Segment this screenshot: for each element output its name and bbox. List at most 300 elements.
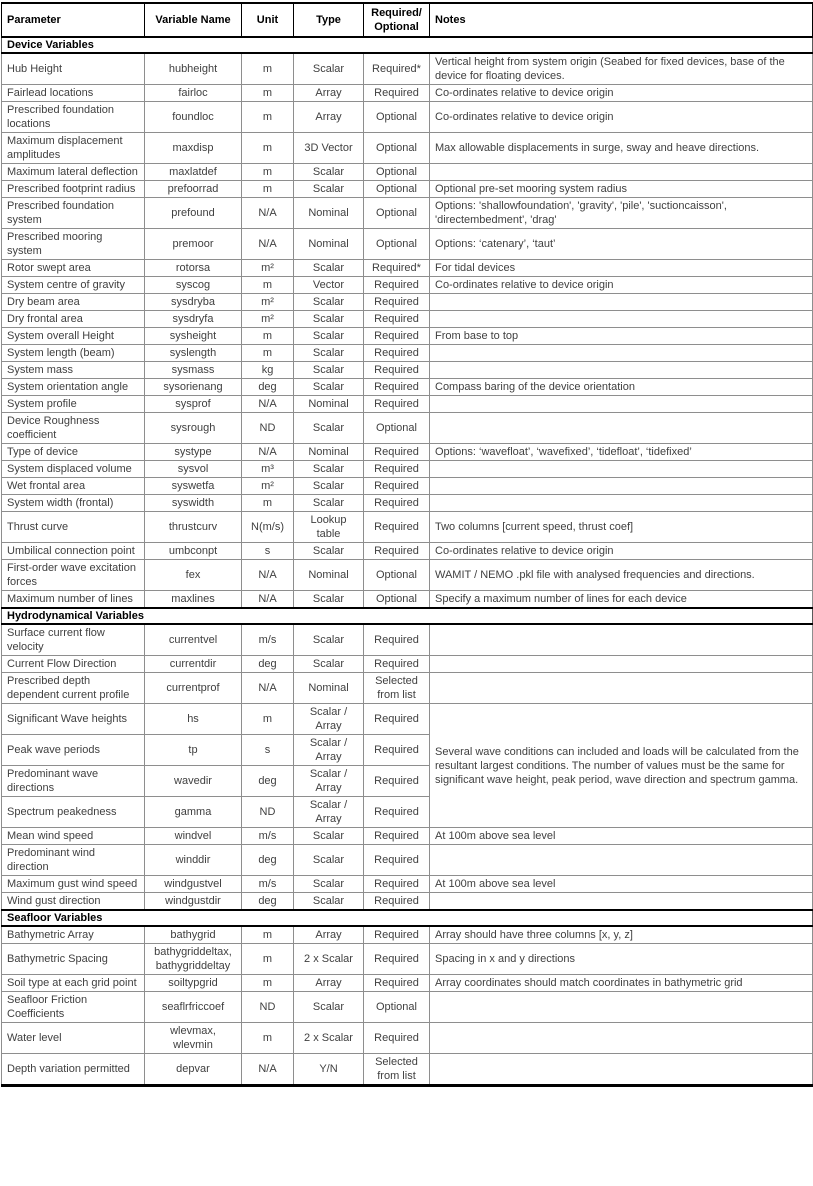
section-title: Seafloor Variables xyxy=(2,910,813,926)
parameter-cell: Type of device xyxy=(2,444,145,461)
notes-cell: Co-ordinates relative to device origin xyxy=(430,102,813,133)
variable-name-cell: windgustvel xyxy=(145,876,242,893)
required-cell: Selected from list xyxy=(364,673,430,704)
required-cell: Optional xyxy=(364,992,430,1023)
notes-cell xyxy=(430,656,813,673)
unit-cell: s xyxy=(242,735,294,766)
table-row xyxy=(2,362,813,379)
unit-cell: m/s xyxy=(242,624,294,656)
variable-name-cell: thrustcurv xyxy=(145,512,242,543)
table-row xyxy=(2,396,813,413)
type-cell: Nominal xyxy=(294,560,364,591)
type-cell: Scalar xyxy=(294,413,364,444)
parameters-table xyxy=(1,2,813,1087)
type-cell: Scalar xyxy=(294,164,364,181)
variable-name-cell: syscog xyxy=(145,277,242,294)
required-cell: Required xyxy=(364,311,430,328)
table-row xyxy=(2,277,813,294)
notes-cell xyxy=(430,345,813,362)
table-row xyxy=(2,444,813,461)
variable-name-cell: currentdir xyxy=(145,656,242,673)
unit-cell: m² xyxy=(242,311,294,328)
section-title: Device Variables xyxy=(2,37,813,53)
unit-cell: m xyxy=(242,133,294,164)
table-row xyxy=(2,975,813,992)
type-cell: Scalar xyxy=(294,461,364,478)
parameter-cell: Soil type at each grid point xyxy=(2,975,145,992)
table-row xyxy=(2,828,813,845)
unit-cell: m xyxy=(242,944,294,975)
parameter-cell: Maximum gust wind speed xyxy=(2,876,145,893)
variable-name-cell: currentprof xyxy=(145,673,242,704)
type-cell: Array xyxy=(294,975,364,992)
required-cell: Required xyxy=(364,328,430,345)
variable-name-cell: soiltypgrid xyxy=(145,975,242,992)
table-row xyxy=(2,461,813,478)
parameter-cell: First-order wave excitation forces xyxy=(2,560,145,591)
parameter-cell: System displaced volume xyxy=(2,461,145,478)
required-cell: Required xyxy=(364,876,430,893)
unit-cell: deg xyxy=(242,845,294,876)
table-row xyxy=(2,656,813,673)
table-row xyxy=(2,379,813,396)
unit-cell: ND xyxy=(242,413,294,444)
notes-cell xyxy=(430,992,813,1023)
table-row xyxy=(2,673,813,704)
table-row xyxy=(2,311,813,328)
variable-name-cell: seaflrfriccoef xyxy=(145,992,242,1023)
unit-cell: m xyxy=(242,975,294,992)
type-cell: Nominal xyxy=(294,396,364,413)
notes-cell: Co-ordinates relative to device origin xyxy=(430,85,813,102)
unit-cell: deg xyxy=(242,766,294,797)
table-row xyxy=(2,495,813,512)
parameter-cell: Mean wind speed xyxy=(2,828,145,845)
parameter-cell: Rotor swept area xyxy=(2,260,145,277)
required-cell: Required xyxy=(364,656,430,673)
variable-name-cell: hs xyxy=(145,704,242,735)
variable-name-cell: syslength xyxy=(145,345,242,362)
notes-cell xyxy=(430,396,813,413)
variable-name-cell: sysmass xyxy=(145,362,242,379)
variable-name-cell: tp xyxy=(145,735,242,766)
unit-cell: m xyxy=(242,926,294,944)
section-row xyxy=(2,910,813,926)
required-cell: Required xyxy=(364,512,430,543)
required-cell: Optional xyxy=(364,413,430,444)
type-cell: Scalar xyxy=(294,828,364,845)
required-cell: Optional xyxy=(364,133,430,164)
notes-cell xyxy=(430,294,813,311)
notes-cell: From base to top xyxy=(430,328,813,345)
type-cell: Array xyxy=(294,926,364,944)
required-cell: Optional xyxy=(364,560,430,591)
required-cell: Required xyxy=(364,543,430,560)
variable-name-cell: syswidth xyxy=(145,495,242,512)
parameter-cell: Prescribed depth dependent current profile xyxy=(2,673,145,704)
notes-cell: At 100m above sea level xyxy=(430,828,813,845)
required-cell: Required xyxy=(364,294,430,311)
parameter-cell: Hub Height xyxy=(2,53,145,85)
variable-name-cell: premoor xyxy=(145,229,242,260)
variable-name-cell: sysdryba xyxy=(145,294,242,311)
type-cell: Nominal xyxy=(294,229,364,260)
variable-name-cell: systype xyxy=(145,444,242,461)
type-cell: Array xyxy=(294,85,364,102)
notes-cell: Array should have three columns [x, y, z] xyxy=(430,926,813,944)
notes-cell: Optional pre-set mooring system radius xyxy=(430,181,813,198)
table-row xyxy=(2,591,813,609)
type-cell: Scalar / Array xyxy=(294,704,364,735)
variable-name-cell: maxlines xyxy=(145,591,242,609)
required-cell: Required xyxy=(364,85,430,102)
notes-cell xyxy=(430,362,813,379)
notes-cell: Options: 'shallowfoundation', 'gravity', 'pile', 'suctioncaisson', 'directembedment', 'drag' xyxy=(430,198,813,229)
parameter-cell: Dry frontal area xyxy=(2,311,145,328)
variable-name-cell: bathygriddeltax, bathygriddeltay xyxy=(145,944,242,975)
notes-cell xyxy=(430,478,813,495)
parameter-cell: Prescribed foundation system xyxy=(2,198,145,229)
required-cell: Required xyxy=(364,277,430,294)
table-row xyxy=(2,543,813,560)
type-cell: Scalar xyxy=(294,328,364,345)
variable-name-cell: windgustdir xyxy=(145,893,242,911)
notes-cell xyxy=(430,1054,813,1086)
parameter-cell: Bathymetric Spacing xyxy=(2,944,145,975)
notes-cell: Array coordinates should match coordinates in bathymetric grid xyxy=(430,975,813,992)
header-parameter: Parameter xyxy=(2,3,145,37)
required-cell: Required xyxy=(364,735,430,766)
variable-name-cell: wlevmax, wlevmin xyxy=(145,1023,242,1054)
parameter-cell: System centre of gravity xyxy=(2,277,145,294)
section-row xyxy=(2,37,813,53)
notes-cell: Options: ‘catenary’, ‘taut’ xyxy=(430,229,813,260)
parameter-cell: System orientation angle xyxy=(2,379,145,396)
required-cell: Optional xyxy=(364,198,430,229)
unit-cell: deg xyxy=(242,893,294,911)
notes-cell xyxy=(430,495,813,512)
unit-cell: m xyxy=(242,181,294,198)
parameter-cell: System width (frontal) xyxy=(2,495,145,512)
required-cell: Required xyxy=(364,478,430,495)
notes-cell: Options: ‘wavefloat’, ‘wavefixed’, ‘tidefloat’, ‘tidefixed’ xyxy=(430,444,813,461)
notes-cell: At 100m above sea level xyxy=(430,876,813,893)
required-cell: Required xyxy=(364,797,430,828)
notes-cell xyxy=(430,673,813,704)
required-cell: Required xyxy=(364,444,430,461)
parameter-cell: System profile xyxy=(2,396,145,413)
variable-name-cell: gamma xyxy=(145,797,242,828)
notes-cell: Two columns [current speed, thrust coef] xyxy=(430,512,813,543)
type-cell: 3D Vector xyxy=(294,133,364,164)
type-cell: Scalar xyxy=(294,845,364,876)
parameter-cell: Water level xyxy=(2,1023,145,1054)
parameter-cell: Bathymetric Array xyxy=(2,926,145,944)
notes-cell xyxy=(430,413,813,444)
type-cell: Scalar xyxy=(294,345,364,362)
type-cell: Nominal xyxy=(294,444,364,461)
notes-cell: Several wave conditions can included and loads will be calculated from the resultant largest conditions. The number of values must be the same for significant wave height, peak period, wave direction and spectrum gamma. xyxy=(430,704,813,828)
type-cell: Y/N xyxy=(294,1054,364,1086)
table-row xyxy=(2,992,813,1023)
variable-name-cell: syswetfa xyxy=(145,478,242,495)
unit-cell: m xyxy=(242,277,294,294)
required-cell: Required xyxy=(364,396,430,413)
table-row xyxy=(2,53,813,85)
type-cell: 2 x Scalar xyxy=(294,944,364,975)
required-cell: Required xyxy=(364,1023,430,1054)
header-notes: Notes xyxy=(430,3,813,37)
unit-cell: m² xyxy=(242,294,294,311)
notes-cell xyxy=(430,624,813,656)
required-cell: Optional xyxy=(364,164,430,181)
parameter-cell: Spectrum peakedness xyxy=(2,797,145,828)
variable-name-cell: sysheight xyxy=(145,328,242,345)
notes-cell: Spacing in x and y directions xyxy=(430,944,813,975)
type-cell: Scalar xyxy=(294,624,364,656)
parameter-cell: Seafloor Friction Coefficients xyxy=(2,992,145,1023)
parameter-cell: Significant Wave heights xyxy=(2,704,145,735)
table-row xyxy=(2,876,813,893)
variable-name-cell: currentvel xyxy=(145,624,242,656)
required-cell: Required xyxy=(364,893,430,911)
parameter-cell: Current Flow Direction xyxy=(2,656,145,673)
section-row xyxy=(2,608,813,624)
type-cell: Scalar xyxy=(294,379,364,396)
table-row xyxy=(2,624,813,656)
notes-cell: Co-ordinates relative to device origin xyxy=(430,543,813,560)
table-row xyxy=(2,164,813,181)
unit-cell: N/A xyxy=(242,591,294,609)
parameter-cell: Dry beam area xyxy=(2,294,145,311)
required-cell: Required xyxy=(364,975,430,992)
required-cell: Selected from list xyxy=(364,1054,430,1086)
notes-cell xyxy=(430,845,813,876)
variable-name-cell: prefound xyxy=(145,198,242,229)
parameter-cell: Device Roughness coefficient xyxy=(2,413,145,444)
unit-cell: m xyxy=(242,704,294,735)
unit-cell: m xyxy=(242,328,294,345)
notes-cell: Compass baring of the device orientation xyxy=(430,379,813,396)
variable-name-cell: windvel xyxy=(145,828,242,845)
unit-cell: N/A xyxy=(242,673,294,704)
unit-cell: m xyxy=(242,102,294,133)
unit-cell: s xyxy=(242,543,294,560)
header-required-optional: Required/Optional xyxy=(364,3,430,37)
type-cell: Scalar xyxy=(294,311,364,328)
table-row xyxy=(2,413,813,444)
parameter-cell: System mass xyxy=(2,362,145,379)
header-variable-name: Variable Name xyxy=(145,3,242,37)
type-cell: Nominal xyxy=(294,198,364,229)
type-cell: Scalar xyxy=(294,876,364,893)
required-cell: Required xyxy=(364,379,430,396)
type-cell: Array xyxy=(294,102,364,133)
unit-cell: kg xyxy=(242,362,294,379)
parameter-cell: System length (beam) xyxy=(2,345,145,362)
table-row xyxy=(2,133,813,164)
table-row xyxy=(2,198,813,229)
notes-cell xyxy=(430,164,813,181)
variable-name-cell: sysdryfa xyxy=(145,311,242,328)
unit-cell: m² xyxy=(242,260,294,277)
parameter-cell: Maximum displacement amplitudes xyxy=(2,133,145,164)
notes-cell xyxy=(430,311,813,328)
type-cell: Scalar / Array xyxy=(294,797,364,828)
unit-cell: m xyxy=(242,495,294,512)
table-row xyxy=(2,704,813,735)
type-cell: Scalar xyxy=(294,181,364,198)
required-cell: Required xyxy=(364,461,430,478)
required-cell: Optional xyxy=(364,181,430,198)
table-row xyxy=(2,1023,813,1054)
type-cell: Scalar xyxy=(294,893,364,911)
type-cell: Scalar xyxy=(294,362,364,379)
table-body xyxy=(2,37,813,1086)
type-cell: Lookup table xyxy=(294,512,364,543)
required-cell: Required xyxy=(364,926,430,944)
unit-cell: m² xyxy=(242,478,294,495)
parameter-cell: Prescribed mooring system xyxy=(2,229,145,260)
table-row xyxy=(2,294,813,311)
unit-cell: N/A xyxy=(242,1054,294,1086)
unit-cell: m/s xyxy=(242,876,294,893)
parameter-cell: Thrust curve xyxy=(2,512,145,543)
table-row xyxy=(2,478,813,495)
notes-cell: Co-ordinates relative to device origin xyxy=(430,277,813,294)
variable-name-cell: rotorsa xyxy=(145,260,242,277)
unit-cell: N/A xyxy=(242,560,294,591)
section-title: Hydrodynamical Variables xyxy=(2,608,813,624)
parameter-cell: Predominant wind direction xyxy=(2,845,145,876)
parameter-cell: Predominant wave directions xyxy=(2,766,145,797)
type-cell: Scalar / Array xyxy=(294,735,364,766)
header-row xyxy=(2,3,813,37)
table-row xyxy=(2,345,813,362)
type-cell: Vector xyxy=(294,277,364,294)
unit-cell: m/s xyxy=(242,828,294,845)
unit-cell: m xyxy=(242,164,294,181)
table-row xyxy=(2,328,813,345)
unit-cell: m xyxy=(242,1023,294,1054)
table-row xyxy=(2,102,813,133)
unit-cell: ND xyxy=(242,797,294,828)
required-cell: Required xyxy=(364,845,430,876)
parameter-cell: Peak wave periods xyxy=(2,735,145,766)
unit-cell: N/A xyxy=(242,229,294,260)
table-row xyxy=(2,229,813,260)
variable-name-cell: prefoorrad xyxy=(145,181,242,198)
required-cell: Required xyxy=(364,704,430,735)
variable-name-cell: fairloc xyxy=(145,85,242,102)
unit-cell: N/A xyxy=(242,396,294,413)
required-cell: Optional xyxy=(364,229,430,260)
parameter-cell: System overall Height xyxy=(2,328,145,345)
parameter-cell: Wind gust direction xyxy=(2,893,145,911)
type-cell: 2 x Scalar xyxy=(294,1023,364,1054)
table-row xyxy=(2,560,813,591)
unit-cell: ND xyxy=(242,992,294,1023)
variable-name-cell: sysvol xyxy=(145,461,242,478)
required-cell: Required xyxy=(364,766,430,797)
variable-name-cell: foundloc xyxy=(145,102,242,133)
variable-name-cell: sysrough xyxy=(145,413,242,444)
type-cell: Scalar xyxy=(294,294,364,311)
variable-name-cell: winddir xyxy=(145,845,242,876)
type-cell: Scalar xyxy=(294,495,364,512)
required-cell: Required xyxy=(364,362,430,379)
type-cell: Scalar xyxy=(294,478,364,495)
variable-name-cell: fex xyxy=(145,560,242,591)
notes-cell xyxy=(430,893,813,911)
required-cell: Optional xyxy=(364,102,430,133)
notes-cell xyxy=(430,461,813,478)
parameter-cell: Wet frontal area xyxy=(2,478,145,495)
required-cell: Required* xyxy=(364,53,430,85)
variable-name-cell: hubheight xyxy=(145,53,242,85)
table-row xyxy=(2,512,813,543)
unit-cell: N/A xyxy=(242,198,294,229)
variable-name-cell: bathygrid xyxy=(145,926,242,944)
parameter-cell: Prescribed foundation locations xyxy=(2,102,145,133)
type-cell: Scalar xyxy=(294,992,364,1023)
parameter-cell: Maximum number of lines xyxy=(2,591,145,609)
notes-cell: Specify a maximum number of lines for each device xyxy=(430,591,813,609)
table-row xyxy=(2,845,813,876)
required-cell: Required xyxy=(364,828,430,845)
parameter-cell: Surface current flow velocity xyxy=(2,624,145,656)
table-row xyxy=(2,944,813,975)
variable-name-cell: sysorienang xyxy=(145,379,242,396)
unit-cell: N/A xyxy=(242,444,294,461)
unit-cell: N(m/s) xyxy=(242,512,294,543)
variable-name-cell: maxdisp xyxy=(145,133,242,164)
header-unit: Unit xyxy=(242,3,294,37)
required-cell: Required xyxy=(364,944,430,975)
notes-cell: Max allowable displacements in surge, sway and heave directions. xyxy=(430,133,813,164)
notes-cell xyxy=(430,1023,813,1054)
table-row xyxy=(2,1054,813,1086)
table-header xyxy=(2,3,813,37)
parameter-cell: Prescribed footprint radius xyxy=(2,181,145,198)
type-cell: Scalar / Array xyxy=(294,766,364,797)
required-cell: Optional xyxy=(364,591,430,609)
type-cell: Scalar xyxy=(294,543,364,560)
unit-cell: m³ xyxy=(242,461,294,478)
unit-cell: deg xyxy=(242,379,294,396)
type-cell: Scalar xyxy=(294,260,364,277)
parameter-cell: Maximum lateral deflection xyxy=(2,164,145,181)
variable-name-cell: sysprof xyxy=(145,396,242,413)
required-cell: Required xyxy=(364,624,430,656)
parameter-cell: Depth variation permitted xyxy=(2,1054,145,1086)
variable-name-cell: umbconpt xyxy=(145,543,242,560)
type-cell: Scalar xyxy=(294,656,364,673)
table-row xyxy=(2,181,813,198)
variable-name-cell: wavedir xyxy=(145,766,242,797)
variable-name-cell: depvar xyxy=(145,1054,242,1086)
notes-cell: For tidal devices xyxy=(430,260,813,277)
parameter-cell: Umbilical connection point xyxy=(2,543,145,560)
notes-cell: WAMIT / NEMO .pkl file with analysed frequencies and directions. xyxy=(430,560,813,591)
table-row xyxy=(2,893,813,911)
required-cell: Required xyxy=(364,495,430,512)
header-type: Type xyxy=(294,3,364,37)
parameter-cell: Fairlead locations xyxy=(2,85,145,102)
required-cell: Required* xyxy=(364,260,430,277)
type-cell: Nominal xyxy=(294,673,364,704)
type-cell: Scalar xyxy=(294,591,364,609)
